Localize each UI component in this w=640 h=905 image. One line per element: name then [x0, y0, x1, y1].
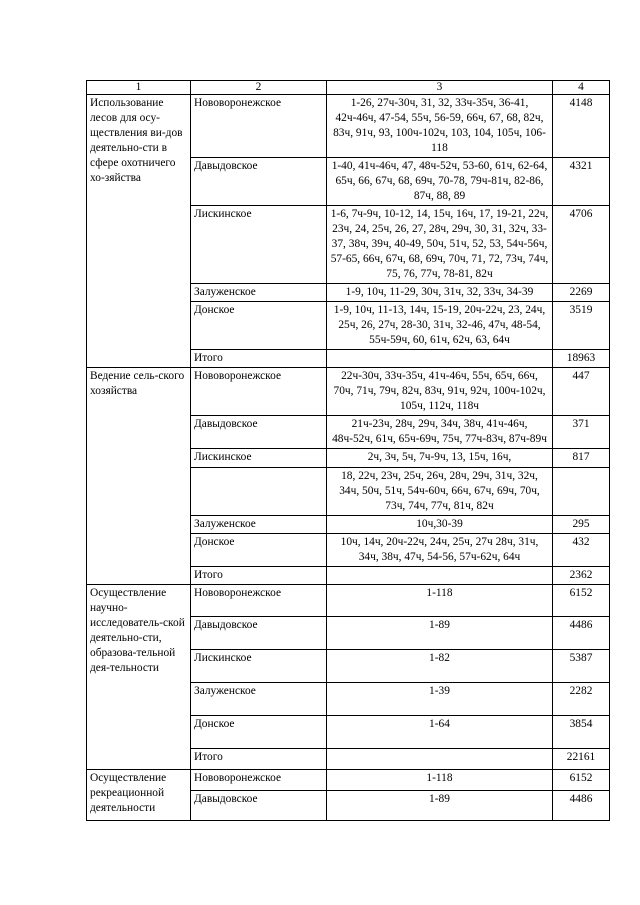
area-cell: [553, 468, 610, 516]
quarters-cell: 18, 22ч, 23ч, 25ч, 26ч, 28ч, 29ч, 31ч, 32ч, 34ч, 50ч, 51ч, 54ч-60ч, 66ч, 67ч, 69ч, 70ч, 73ч, 74ч, 77ч, 81ч, 82ч: [327, 468, 553, 516]
district-cell: Давыдовское: [191, 791, 327, 821]
district-cell: Залуженское: [191, 284, 327, 302]
total-label: Итого: [191, 567, 327, 585]
table-row: [87, 368, 610, 416]
area-cell: 2269: [553, 284, 610, 302]
total-value: 22161: [553, 749, 610, 770]
header-row: [87, 81, 610, 95]
quarters-cell: 22ч-30ч, 33ч-35ч, 41ч-46ч, 55ч, 65ч, 66ч, 70ч, 71ч, 79ч, 82ч, 83ч, 91ч, 92ч, 100ч-102ч, 105ч, 112ч, 118ч: [327, 368, 553, 416]
district-cell: [191, 468, 327, 516]
district-cell: Донское: [191, 534, 327, 567]
header-cell-1: 1: [87, 81, 191, 95]
activity-cell: Ведение сель-ского хозяйства: [87, 368, 191, 585]
quarters-cell: 1-89: [327, 791, 553, 821]
district-cell: Давыдовское: [191, 617, 327, 650]
area-cell: 4486: [553, 617, 610, 650]
quarters-cell: 1-82: [327, 650, 553, 683]
quarters-cell: 21ч-23ч, 28ч, 29ч, 34ч, 38ч, 41ч-46ч, 48ч-52ч, 61ч, 65ч-69ч, 75ч, 77ч-83ч, 87ч-89ч: [327, 416, 553, 449]
header-cell-2: 2: [191, 81, 327, 95]
total-value: 18963: [553, 350, 610, 368]
activity-cell: Осуществление научно-исследователь-ской деятельно-сти, образова-тельной дея-тельности: [87, 585, 191, 770]
quarters-cell: 10ч,30-39: [327, 516, 553, 534]
forest-use-table: [86, 80, 610, 821]
area-cell: 295: [553, 516, 610, 534]
total-label: Итого: [191, 350, 327, 368]
quarters-cell: 1-118: [327, 585, 553, 617]
quarters-cell: 1-26, 27ч-30ч, 31, 32, 33ч-35ч, 36-41, 42ч-46ч, 47-54, 55ч, 56-59, 66ч, 67, 68, 82ч, 83ч, 91ч, 93, 100ч-102ч, 103, 104, 105ч, 106-118: [327, 95, 553, 158]
area-cell: 447: [553, 368, 610, 416]
area-cell: 371: [553, 416, 610, 449]
area-cell: 6152: [553, 585, 610, 617]
quarters-cell: 10ч, 14ч, 20ч-22ч, 24ч, 25ч, 27ч 28ч, 31ч, 34ч, 38ч, 47ч, 54-56, 57ч-62ч, 64ч: [327, 534, 553, 567]
empty-cell: [327, 749, 553, 770]
quarters-cell: 1-39: [327, 683, 553, 716]
quarters-cell: 1-89: [327, 617, 553, 650]
quarters-cell: 1-118: [327, 770, 553, 791]
quarters-cell: 2ч, 3ч, 5ч, 7ч-9ч, 13, 15ч, 16ч,: [327, 449, 553, 468]
activity-cell: Осуществление рекреационной деятельности: [87, 770, 191, 821]
activity-cell: Использование лесов для осу-ществления ви-дов деятельно-сти в сфере охотничего хо-зяйства: [87, 95, 191, 368]
area-cell: 6152: [553, 770, 610, 791]
empty-cell: [327, 567, 553, 585]
district-cell: Донское: [191, 716, 327, 749]
district-cell: Давыдовское: [191, 416, 327, 449]
quarters-cell: 1-40, 41ч-46ч, 47, 48ч-52ч, 53-60, 61ч, 62-64, 65ч, 66, 67ч, 68, 69ч, 70-78, 79ч-81ч, 82-86, 87ч, 88, 89: [327, 158, 553, 206]
area-cell: 3519: [553, 302, 610, 350]
quarters-cell: 1-64: [327, 716, 553, 749]
total-label: Итого: [191, 749, 327, 770]
area-cell: 817: [553, 449, 610, 468]
district-cell: Лискинское: [191, 206, 327, 284]
table-row: [87, 585, 610, 617]
area-cell: 5387: [553, 650, 610, 683]
district-cell: Залуженское: [191, 516, 327, 534]
empty-cell: [327, 350, 553, 368]
area-cell: 4148: [553, 95, 610, 158]
district-cell: Нововоронежское: [191, 585, 327, 617]
header-cell-4: 4: [553, 81, 610, 95]
area-cell: 4706: [553, 206, 610, 284]
quarters-cell: 1-6, 7ч-9ч, 10-12, 14, 15ч, 16ч, 17, 19-21, 22ч, 23ч, 24, 25ч, 26, 27, 28ч, 29ч, 30, 31, 32ч, 33-37, 38ч, 39ч, 40-49, 50ч, 51ч, 52, 53, 54ч-56ч, 57-65, 66ч, 67ч, 68, 69ч, 70ч, 71, 72, 73ч, 74ч, 75, 76, 77ч, 78-81, 82ч: [327, 206, 553, 284]
district-cell: Нововоронежское: [191, 95, 327, 158]
district-cell: Давыдовское: [191, 158, 327, 206]
quarters-cell: 1-9, 10ч, 11-13, 14ч, 15-19, 20ч-22ч, 23, 24ч, 25ч, 26, 27ч, 28-30, 31ч, 32-46, 47ч, 48-54, 55ч-59ч, 60, 61ч, 62ч, 63, 64ч: [327, 302, 553, 350]
district-cell: Лискинское: [191, 650, 327, 683]
total-value: 2362: [553, 567, 610, 585]
area-cell: 4321: [553, 158, 610, 206]
district-cell: Лискинское: [191, 449, 327, 468]
quarters-cell: 1-9, 10ч, 11-29, 30ч, 31ч, 32, 33ч, 34-39: [327, 284, 553, 302]
area-cell: 4486: [553, 791, 610, 821]
district-cell: Нововоронежское: [191, 368, 327, 416]
area-cell: 432: [553, 534, 610, 567]
area-cell: 2282: [553, 683, 610, 716]
table-row: [87, 95, 610, 158]
district-cell: Нововоронежское: [191, 770, 327, 791]
area-cell: 3854: [553, 716, 610, 749]
district-cell: Залуженское: [191, 683, 327, 716]
district-cell: Донское: [191, 302, 327, 350]
table-row: [87, 770, 610, 791]
header-cell-3: 3: [327, 81, 553, 95]
